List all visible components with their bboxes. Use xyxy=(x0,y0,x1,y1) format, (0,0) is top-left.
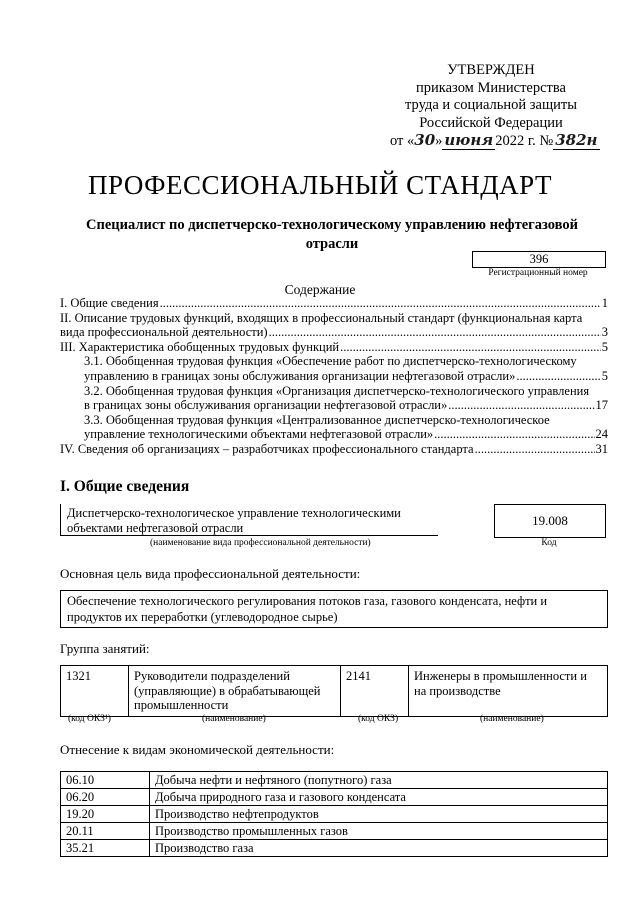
caption-code: (код ОКЗ¹) xyxy=(68,714,111,724)
group-label: Группа занятий: xyxy=(60,641,150,656)
toc-item-page: 5 xyxy=(601,368,608,383)
toc-item-label: в границах зоны обслуживания организации нефтегазовой отрасли» xyxy=(84,398,448,413)
approval-day: 30 xyxy=(414,131,436,149)
toc-item[interactable] xyxy=(60,311,608,340)
caption-name: (наименование) xyxy=(202,714,266,724)
econ-code: 06.20 xyxy=(61,789,150,806)
occupation-table xyxy=(60,665,608,717)
registration-label: Регистрационный номер xyxy=(488,268,588,278)
occupation-name: Руководители подразделений (управляющие) в обрабатывающей промышленности xyxy=(129,666,341,717)
activity-code: 19.008 xyxy=(494,504,606,538)
goal-label: Основная цель вида профессиональной деятельности: xyxy=(60,566,361,581)
activity-name: Диспетчерско-технологическое управление технологическими объектами нефтегазовой отрасли xyxy=(60,504,438,536)
table-row xyxy=(61,772,608,789)
econ-name: Добыча природного газа и газового конденсата xyxy=(150,789,608,806)
caption-code: (код ОКЗ) xyxy=(358,714,399,724)
approval-line: приказом Министерства xyxy=(416,79,566,96)
toc-item-page: 17 xyxy=(595,398,608,413)
approval-quote-close: » xyxy=(435,133,443,149)
registration-number: 396 xyxy=(472,251,606,268)
table-of-contents xyxy=(60,296,608,457)
econ-code: 19.20 xyxy=(61,806,150,823)
approval-number: 382н xyxy=(555,131,598,149)
toc-item-label: IV. Сведения об организациях – разработчиках профессионального стандарта xyxy=(60,441,474,456)
toc-item[interactable] xyxy=(60,384,608,413)
standard-name: Специалист по диспетчерско-технологическому управлению нефтегазовой отрасли xyxy=(86,217,578,252)
toc-item[interactable] xyxy=(60,296,608,311)
econ-name: Производство нефтепродуктов xyxy=(150,806,608,823)
goal-text: Обеспечение технологического регулирования потоков газа, газового конденсата, нефти и продуктов их переработки (углеводородное сырье) xyxy=(60,590,608,628)
econ-code: 35.21 xyxy=(61,840,150,857)
document-title: ПРОФЕССИОНАЛЬНЫЙ СТАНДАРТ xyxy=(87,170,553,200)
toc-item-label: 3.3. Обобщенная трудовая функция «Централизованное диспетчерско-технологическое xyxy=(84,412,550,427)
toc-title: Содержание xyxy=(284,282,356,297)
toc-item-page: 1 xyxy=(601,296,608,310)
econ-activity-table xyxy=(60,771,608,857)
toc-item-label: 3.1. Обобщенная трудовая функция «Обеспечение работ по диспетчерско-технологическому xyxy=(84,354,577,369)
occupation-code: 2141 xyxy=(341,666,409,717)
table-row xyxy=(61,806,608,823)
occupation-name: Инженеры в промышленности и на производстве xyxy=(409,666,608,717)
approval-line: Российской Федерации xyxy=(419,114,563,131)
approval-line: труда и социальной защиты xyxy=(405,97,577,113)
approval-month: июня xyxy=(444,131,494,149)
econ-name: Добыча нефти и нефтяного (попутного) газа xyxy=(150,772,608,789)
approval-year: 2022 г. № xyxy=(495,133,554,149)
toc-item[interactable] xyxy=(60,442,608,457)
activity-caption: (наименование вида профессиональной деятельности) xyxy=(150,538,371,548)
toc-item-page: 3 xyxy=(601,325,608,340)
caption-name: (наименование) xyxy=(480,714,544,724)
code-caption: Код xyxy=(541,538,557,548)
econ-label: Отнесение к видам экономической деятельности: xyxy=(60,742,335,757)
toc-item[interactable] xyxy=(60,340,608,355)
occupation-code: 1321 xyxy=(61,666,129,717)
toc-item-label: управление технологическими объектами нефтегазовой отрасли» xyxy=(84,427,434,442)
approval-title: УТВЕРЖДЕН xyxy=(447,62,535,78)
approval-block xyxy=(386,62,596,151)
table-row xyxy=(61,666,608,717)
econ-name: Производство газа xyxy=(150,840,608,857)
econ-name: Производство промышленных газов xyxy=(150,823,608,840)
toc-item-label: вида профессиональной деятельности) xyxy=(60,325,268,340)
section-heading: I. Общие сведения xyxy=(60,478,190,495)
toc-item[interactable] xyxy=(60,354,608,383)
table-row xyxy=(61,840,608,857)
table-row xyxy=(61,823,608,840)
approval-date-line xyxy=(386,132,596,151)
toc-item-page: 24 xyxy=(595,427,608,442)
econ-code: 20.11 xyxy=(61,823,150,840)
approval-from: от « xyxy=(390,133,415,149)
toc-item-label: II. Описание трудовых функций, входящих в профессиональный стандарт (функциональная карта xyxy=(60,310,583,325)
toc-item-label: управлению в границах зоны обслуживания организации нефтегазовой отрасли» xyxy=(84,368,516,383)
toc-item-page: 5 xyxy=(601,339,608,354)
toc-item[interactable] xyxy=(60,413,608,442)
toc-item-label: I. Общие сведения xyxy=(60,296,159,310)
econ-code: 06.10 xyxy=(61,772,150,789)
toc-item-label: III. Характеристика обобщенных трудовых функций xyxy=(60,339,340,354)
toc-item-label: 3.2. Обобщенная трудовая функция «Организация диспетчерско-технологического управления xyxy=(84,383,590,398)
toc-item-page: 31 xyxy=(595,441,608,456)
table-row xyxy=(61,789,608,806)
